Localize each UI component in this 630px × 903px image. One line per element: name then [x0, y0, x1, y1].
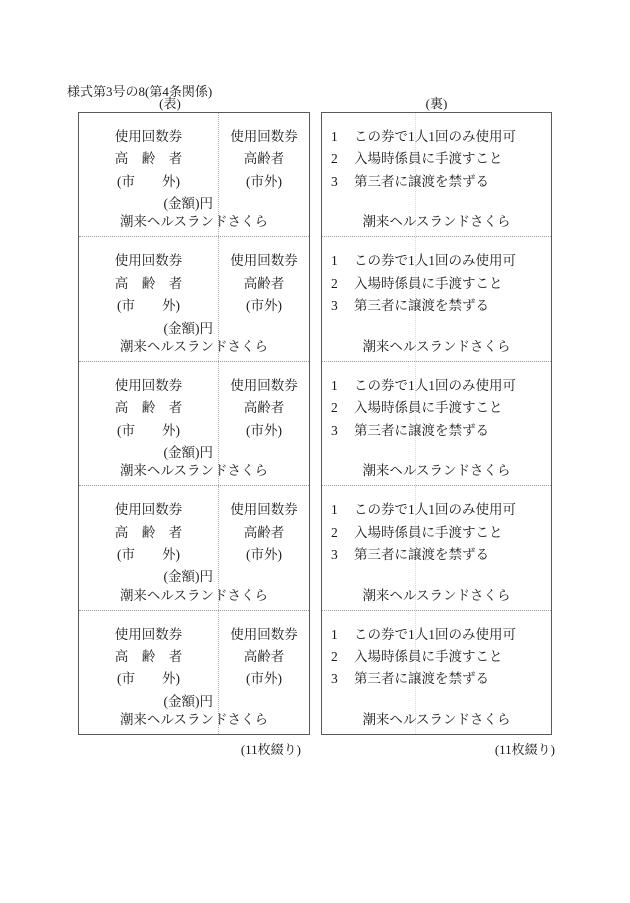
rule-number: 3: [331, 298, 338, 314]
stub-area-label: (市外): [246, 298, 282, 314]
rule-item: [322, 668, 551, 690]
rule-number: 3: [331, 422, 338, 438]
ticket-amount-label: (金額)円: [163, 196, 213, 212]
stub-title: 使用回数券: [230, 502, 298, 518]
ticket-holder-type: 高 齢 者: [114, 151, 183, 167]
facility-name: 潮来ヘルスランドさくら: [119, 712, 269, 728]
rule-number: 3: [331, 547, 338, 562]
stub-holder-type: 高齢者: [243, 275, 285, 291]
rule-number: 1: [331, 377, 338, 393]
back-footer-note: (11枚綴り): [494, 742, 555, 757]
rule-text: 入場時係員に手渡すこと: [354, 275, 503, 291]
ticket-stub-section: [219, 624, 309, 691]
rule-text: 入場時係員に手渡すこと: [354, 649, 503, 665]
rules-list: [322, 499, 551, 566]
rule-text: この券で1人1回のみ使用可: [354, 502, 516, 518]
ticket-stub-section: [219, 250, 309, 317]
ticket-main-section: [79, 126, 218, 216]
stub-title: 使用回数券: [230, 377, 298, 393]
rules-list: [322, 375, 551, 442]
back-ticket-block: [322, 236, 551, 360]
rule-text: 入場時係員に手渡すこと: [354, 400, 503, 416]
rule-text: この券で1人1回のみ使用可: [354, 377, 516, 393]
ticket-amount-label: (金額)円: [163, 569, 213, 585]
front-footer-note: (11枚綴り): [240, 742, 301, 757]
ticket-title: 使用回数券: [114, 502, 183, 518]
rule-item: [322, 250, 551, 272]
stub-title: 使用回数券: [230, 253, 298, 269]
ticket-amount-label: (金額)円: [163, 693, 213, 709]
ticket-holder-type: 高 齢 者: [114, 524, 183, 540]
facility-name: 潮来ヘルスランドさくら: [362, 463, 511, 479]
rule-number: 2: [331, 400, 338, 416]
front-ticket-block: [79, 236, 309, 360]
rule-item: [322, 544, 551, 566]
stub-area-label: (市外): [246, 547, 282, 562]
ticket-main-section: [79, 624, 218, 714]
facility-name: 潮来ヘルスランドさくら: [362, 712, 511, 728]
rule-item: [322, 397, 551, 419]
ticket-title: 使用回数券: [114, 377, 183, 393]
rule-text: この券で1人1回のみ使用可: [354, 129, 516, 144]
rule-item: [322, 624, 551, 646]
ticket-area-label: (市 外): [117, 547, 180, 562]
stub-holder-type: 高齢者: [243, 649, 285, 665]
ticket-main-section: [79, 250, 218, 340]
rule-text: 入場時係員に手渡すこと: [354, 151, 503, 167]
rule-number: 2: [331, 151, 338, 167]
ticket-title: 使用回数券: [114, 129, 183, 144]
rule-item: [322, 273, 551, 295]
rule-number: 2: [331, 649, 338, 665]
stub-title: 使用回数券: [230, 129, 298, 144]
stub-area-label: (市外): [246, 173, 282, 189]
rule-item: [322, 295, 551, 317]
rules-list: [322, 624, 551, 691]
rule-item: [322, 499, 551, 521]
ticket-area-label: (市 外): [117, 173, 180, 189]
ticket-title: 使用回数券: [114, 253, 183, 269]
ticket-stub-section: [219, 375, 309, 442]
ticket-amount-label: (金額)円: [163, 320, 213, 336]
front-ticket-block: [79, 113, 309, 236]
facility-name: 潮来ヘルスランドさくら: [362, 214, 511, 230]
back-ticket-block: [322, 113, 551, 236]
rule-text: この券で1人1回のみ使用可: [354, 253, 516, 269]
rule-text: この券で1人1回のみ使用可: [354, 626, 516, 642]
ticket-main-section: [79, 375, 218, 465]
form-number: 様式第3号の8(第4条関係): [67, 84, 213, 99]
rule-item: [322, 148, 551, 170]
ticket-amount-label: (金額)円: [163, 444, 213, 460]
stub-area-label: (市外): [246, 671, 282, 687]
facility-name: 潮来ヘルスランドさくら: [362, 338, 511, 354]
ticket-stub-section: [219, 126, 309, 193]
rule-number: 3: [331, 671, 338, 687]
rule-number: 2: [331, 524, 338, 540]
ticket-holder-type: 高 齢 者: [114, 649, 183, 665]
facility-name: 潮来ヘルスランドさくら: [119, 338, 269, 354]
ticket-holder-type: 高 齢 者: [114, 400, 183, 416]
rule-item: [322, 126, 551, 148]
front-ticket-block: [79, 610, 309, 734]
ticket-area-label: (市 外): [117, 298, 180, 314]
ticket-area-label: (市 外): [117, 671, 180, 687]
rule-number: 1: [331, 626, 338, 642]
ticket-main-section: [79, 499, 218, 589]
back-ticket-block: [322, 485, 551, 609]
rules-list: [322, 126, 551, 193]
stub-holder-type: 高齢者: [243, 151, 285, 167]
facility-name: 潮来ヘルスランドさくら: [119, 463, 269, 479]
rule-number: 1: [331, 502, 338, 518]
front-column-label: (表): [159, 96, 181, 111]
rule-text: 第三者に譲渡を禁ずる: [354, 671, 489, 687]
back-column-label: (裏): [425, 96, 448, 111]
facility-name: 潮来ヘルスランドさくら: [119, 587, 269, 603]
back-ticket-block: [322, 361, 551, 485]
facility-name: 潮来ヘルスランドさくら: [362, 587, 511, 603]
ticket-title: 使用回数券: [114, 626, 183, 642]
front-ticket-sheet: [78, 112, 310, 735]
rule-number: 1: [331, 253, 338, 269]
rule-text: 第三者に譲渡を禁ずる: [354, 298, 489, 314]
ticket-holder-type: 高 齢 者: [114, 275, 183, 291]
rule-number: 3: [331, 173, 338, 189]
stub-title: 使用回数券: [230, 626, 298, 642]
rule-item: [322, 420, 551, 442]
rule-text: 第三者に譲渡を禁ずる: [354, 547, 489, 562]
rule-item: [322, 522, 551, 544]
stub-area-label: (市外): [246, 422, 282, 438]
stub-holder-type: 高齢者: [243, 400, 285, 416]
facility-name: 潮来ヘルスランドさくら: [119, 214, 269, 230]
stub-holder-type: 高齢者: [243, 524, 285, 540]
rule-item: [322, 375, 551, 397]
rule-number: 1: [331, 129, 338, 144]
rule-text: 第三者に譲渡を禁ずる: [354, 173, 489, 189]
rule-number: 2: [331, 275, 338, 291]
rule-text: 入場時係員に手渡すこと: [354, 524, 503, 540]
ticket-stub-section: [219, 499, 309, 566]
rule-item: [322, 171, 551, 193]
rule-text: 第三者に譲渡を禁ずる: [354, 422, 489, 438]
front-ticket-block: [79, 361, 309, 485]
back-ticket-block: [322, 610, 551, 734]
rules-list: [322, 250, 551, 317]
front-ticket-block: [79, 485, 309, 609]
back-ticket-sheet: [321, 112, 552, 735]
rule-item: [322, 646, 551, 668]
ticket-area-label: (市 外): [117, 422, 180, 438]
